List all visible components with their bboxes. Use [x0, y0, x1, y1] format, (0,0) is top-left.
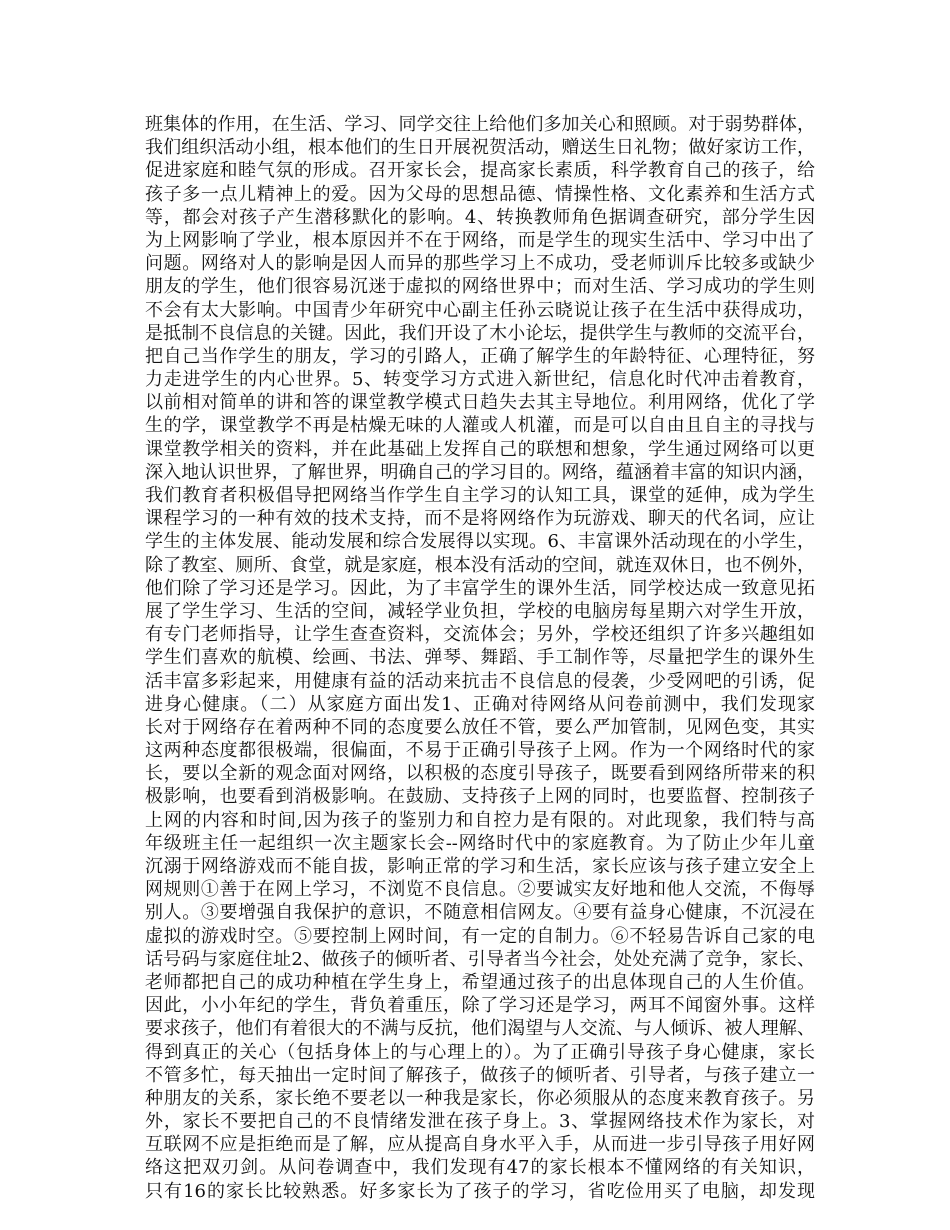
text-line: 话号码与家庭住址2、做孩子的倾听者、引导者当今社会，处处充满了竞争，家长、 — [145, 948, 815, 970]
text-line: 不会有太大影响。中国青少年研究中心副主任孙云晓说让孩子在生活中获得成功， — [145, 299, 815, 321]
text-line: 孩子多一点儿精神上的爱。因为父母的思想品德、情操性格、文化素养和生活方式 — [145, 183, 815, 205]
text-line: 朋友的学生，他们很容易沉迷于虚拟的网络世界中；而对生活、学习成功的学生则 — [145, 276, 815, 298]
text-line: 班集体的作用，在生活、学习、同学交往上给他们多加关心和照顾。对于弱势群体， — [145, 114, 815, 135]
text-line: 是抵制不良信息的关键。因此，我们开设了木小论坛，提供学生与教师的交流平台， — [145, 322, 815, 344]
text-line: 外，家长不要把自己的不良情绪发泄在孩子身上。3、掌握网络技术作为家长，对 — [145, 1111, 815, 1133]
text-line: 上网的内容和时间,因为孩子的鉴别力和自控力是有限的。对此现象，我们特与高 — [145, 809, 815, 831]
text-line: 长对于网络存在着两种不同的态度要么放任不管，要么严加管制，见网色变，其实 — [145, 716, 815, 738]
text-line: 长，要以全新的观念面对网络，以积极的态度引导孩子，既要看到网络所带来的积 — [145, 763, 815, 785]
text-line: 有专门老师指导，让学生查查资料，交流体会；另外，学校还组织了许多兴趣组如 — [145, 624, 815, 646]
text-line: 为上网影响了学业，根本原因并不在于网络，而是学生的现实生活中、学习中出了 — [145, 229, 815, 251]
text-line: 课堂教学相关的资料，并在此基础上发挥自己的联想和想象，学生通过网络可以更 — [145, 438, 815, 460]
text-line: 进身心健康。（二）从家庭方面出发1、正确对待网络从问卷前测中，我们发现家 — [145, 693, 815, 715]
text-line: 我们组织活动小组，根本他们的生日开展祝贺活动，赠送生日礼物；做好家访工作， — [145, 137, 815, 159]
text-line: 虚拟的游戏时空。⑤要控制上网时间，有一定的自制力。⑥不轻易告诉自己家的电 — [145, 925, 815, 947]
text-line: 力走进学生的内心世界。5、转变学习方式进入新世纪，信息化时代冲击着教育， — [145, 369, 815, 391]
text-line: 把自己当作学生的朋友，学习的引路人，正确了解学生的年龄特征、心理特征，努 — [145, 345, 815, 367]
text-line: 别人。③要增强自我保护的意识，不随意相信网友。④要有益身心健康，不沉浸在 — [145, 902, 815, 924]
text-line: 这两种态度都很极端，很偏面，不易于正确引导孩子上网。作为一个网络时代的家 — [145, 740, 815, 762]
text-line: 以前相对简单的讲和答的课堂教学模式日趋失去其主导地位。利用网络，优化了学 — [145, 392, 815, 414]
text-line: 要求孩子，他们有着很大的不满与反抗，他们渴望与人交流、与人倾诉、被人理解、 — [145, 1018, 815, 1040]
text-line: 沉溺于网络游戏而不能自拔，影响正常的学习和生活，家长应该与孩子建立安全上 — [145, 856, 815, 877]
text-line: 促进家庭和睦气氛的形成。召开家长会，提高家长素质，科学教育自己的孩子，给 — [145, 160, 815, 182]
text-line: 因此，小小年纪的学生，背负着重压，除了学习还是学习，两耳不闻窗外事。这样 — [145, 995, 815, 1017]
text-line: 得到真正的关心（包括身体上的与心理上的）。为了正确引导孩子身心健康，家长 — [145, 1041, 815, 1063]
text-line: 他们除了学习还是学习。因此，为了丰富学生的课外生活，同学校达成一致意见拓 — [145, 577, 815, 599]
text-line: 极影响，也要看到消极影响。在鼓励、支持孩子上网的同时，也要监督、控制孩子 — [145, 786, 815, 808]
text-line: 生的学，课堂教学不再是枯燥无味的人灌或人机灌，而是可以自由且自主的寻找与 — [145, 415, 815, 437]
text-line: 课程学习的一种有效的技术支持，而不是将网络作为玩游戏、聊天的代名词，应让 — [145, 508, 815, 530]
document-body — [145, 113, 815, 1203]
text-line: 网规则①善于在网上学习，不浏览不良信息。②要诚实友好地和他人交流，不侮辱 — [145, 879, 815, 901]
text-line: 年级班主任一起组织一次主题家长会--网络时代中的家庭教育。为了防止少年儿童 — [145, 832, 815, 854]
text-line: 学生的主体发展、能动发展和综合发展得以实现。6、丰富课外活动现在的小学生， — [145, 531, 815, 553]
text-line: 深入地认识世界，了解世界，明确自己的学习目的。网络，蕴涵着丰富的知识内涵， — [145, 461, 815, 483]
text-line: 只有16的家长比较熟悉。好多家长为了孩子的学习，省吃俭用买了电脑，却发现 — [145, 1180, 815, 1202]
text-line: 除了教室、厕所、食堂，就是家庭，根本没有活动的空间，就连双休日，也不例外， — [145, 554, 815, 576]
text-line: 老师都把自己的成功种植在学生身上，希望通过孩子的出息体现自己的人生价值。 — [145, 971, 815, 993]
text-line: 种朋友的关系，家长绝不要老以一种我是家长，你必须服从的态度来教育孩子。另 — [145, 1087, 815, 1109]
text-line: 学生们喜欢的航模、绘画、书法、弹琴、舞蹈、手工制作等，尽量把学生的课外生 — [145, 647, 815, 669]
text-line: 我们教育者积极倡导把网络当作学生自主学习的认知工具，课堂的延伸，成为学生 — [145, 485, 815, 506]
text-line: 等，都会对孩子产生潜移默化的影响。4、转换教师角色据调查研究，部分学生因 — [145, 206, 815, 228]
text-line: 展了学生学习、生活的空间，减轻学业负担，学校的电脑房每星期六对学生开放， — [145, 600, 815, 622]
text-line: 络这把双刃剑。从问卷调查中，我们发现有47的家长根本不懂网络的有关知识， — [145, 1157, 815, 1179]
text-line: 互联网不应是拒绝而是了解，应从提高自身水平入手，从而进一步引导孩子用好网 — [145, 1134, 815, 1156]
text-line: 问题。网络对人的影响是因人而异的那些学习上不成功，受老师训斥比较多或缺少 — [145, 253, 815, 275]
text-line: 不管多忙，每天抽出一定时间了解孩子，做孩子的倾听者、引导者，与孩子建立一 — [145, 1064, 815, 1086]
text-line: 活丰富多彩起来，用健康有益的活动来抗击不良信息的侵袭，少受网吧的引诱，促 — [145, 670, 815, 692]
